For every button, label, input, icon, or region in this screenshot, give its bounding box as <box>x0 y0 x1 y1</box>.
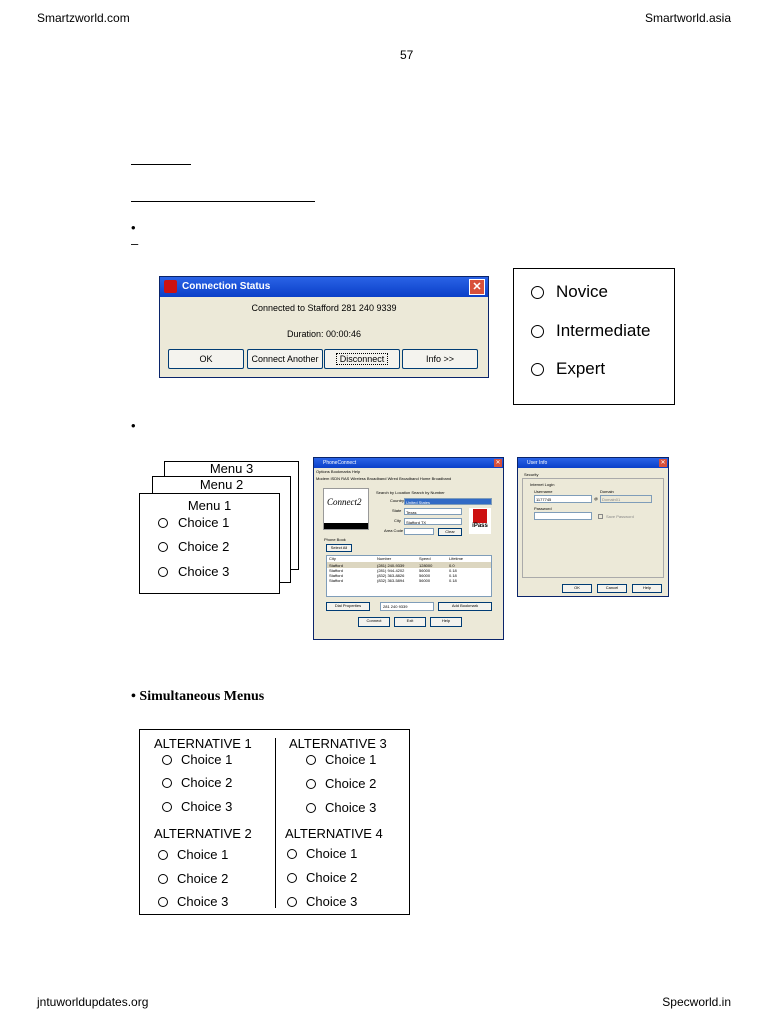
connect-another-button[interactable]: Connect Another <box>247 349 323 369</box>
alternative-1-title: ALTERNATIVE 1 <box>154 736 252 751</box>
menu-2-title: Menu 2 <box>199 477 244 492</box>
menu-choice-3[interactable]: Choice 3 <box>158 564 229 579</box>
alternative-2-title: ALTERNATIVE 2 <box>154 826 252 841</box>
exit-button[interactable]: Exit <box>394 617 426 627</box>
at-sign: @ <box>594 496 599 501</box>
bullet-2: • <box>131 418 136 433</box>
security-tab[interactable]: Security <box>524 472 539 477</box>
option-novice[interactable]: Novice <box>531 282 608 302</box>
save-password-checkbox[interactable] <box>598 514 603 519</box>
heading-underline-short <box>131 164 191 165</box>
row-speed: 56000 <box>419 578 431 583</box>
internet-login-group: Internet Login <box>530 482 555 487</box>
state-select[interactable]: Texas <box>404 508 462 515</box>
username-input[interactable]: 1177745 <box>534 495 592 503</box>
table-row[interactable]: Stafford <box>329 573 343 578</box>
radio-icon <box>306 755 316 765</box>
table-row-highlight <box>327 562 491 568</box>
alt4-choice-3[interactable]: Choice 3 <box>287 894 357 909</box>
menu-choice-2[interactable]: Choice 2 <box>158 539 229 554</box>
app-icon <box>164 280 177 293</box>
info-button[interactable]: Info >> <box>402 349 478 369</box>
col-speed: Speed <box>419 556 431 561</box>
footer-right: Specworld.in <box>662 995 731 1009</box>
row-lifetime: 0.18 <box>449 578 457 583</box>
save-password-label: Save Password <box>606 514 634 519</box>
radio-icon <box>162 778 172 788</box>
search-subtabs[interactable]: Search by Location Search by Number <box>376 490 445 495</box>
phone-book-label: Phone Book <box>324 537 346 542</box>
table-row[interactable]: Stafford <box>329 563 343 568</box>
password-label: Password <box>534 506 552 511</box>
ok-button[interactable]: OK <box>168 349 244 369</box>
cancel-button[interactable]: Cancel <box>597 584 627 593</box>
row-lifetime: 0.0 <box>449 563 455 568</box>
radio-icon <box>531 325 544 338</box>
page-number: 57 <box>400 48 414 62</box>
radio-icon <box>158 874 168 884</box>
option-expert[interactable]: Expert <box>531 359 605 379</box>
city-select[interactable]: Stafford TX <box>404 518 462 525</box>
row-number: (281) 944-4202 <box>377 568 405 573</box>
clear-button[interactable]: Clear <box>438 528 462 536</box>
connection-tabs[interactable]: Modem ISDN RAS Wireless Broadband Wired Broadband Home Broadband <box>316 476 452 481</box>
header-left: Smartzworld.com <box>37 11 130 25</box>
alternative-3-title: ALTERNATIVE 3 <box>289 736 387 751</box>
radio-icon <box>158 850 168 860</box>
radio-icon <box>287 849 297 859</box>
dial-properties-button[interactable]: Dial Properties <box>326 602 370 611</box>
column-divider <box>275 738 276 908</box>
phone-connect-menubar[interactable]: Options Bookmarks Help <box>316 469 361 474</box>
ok-button[interactable]: OK <box>562 584 592 593</box>
close-icon[interactable]: ✕ <box>660 460 666 466</box>
alt3-choice-2[interactable]: Choice 2 <box>306 776 376 791</box>
bullet-1: • <box>131 220 136 235</box>
username-label: Username <box>534 489 553 494</box>
row-number: (832) 363-8826 <box>377 573 405 578</box>
radio-icon <box>158 542 168 552</box>
close-icon[interactable]: ✕ <box>469 279 485 295</box>
alt1-choice-1[interactable]: Choice 1 <box>162 752 232 767</box>
experience-options <box>513 268 675 405</box>
row-speed: 56000 <box>419 573 431 578</box>
phone-connect-titlebar: PhoneConnect ✕ <box>314 458 503 468</box>
radio-icon <box>158 518 168 528</box>
row-number: (832) 363-5894 <box>377 578 405 583</box>
dial-number-field[interactable]: 281 240 9339 <box>380 602 434 611</box>
ipass-logo: iPass <box>469 508 491 534</box>
connect2-logo: Connect2 <box>323 488 369 530</box>
radio-icon <box>306 779 316 789</box>
radio-icon <box>531 363 544 376</box>
country-label: Country <box>390 498 405 503</box>
radio-icon <box>287 873 297 883</box>
connect-button[interactable]: Connect <box>358 617 390 627</box>
alt3-choice-3[interactable]: Choice 3 <box>306 800 376 815</box>
help-button[interactable]: Help <box>632 584 662 593</box>
select-all-button[interactable]: Select All <box>326 544 352 552</box>
radio-icon <box>158 897 168 907</box>
alternative-4-title: ALTERNATIVE 4 <box>285 826 383 841</box>
area-code-label: Area Code <box>384 528 404 533</box>
heading-underline-long <box>131 201 315 202</box>
row-speed: 128000 <box>419 563 433 568</box>
menu-1-card <box>139 493 280 594</box>
alt2-choice-2[interactable]: Choice 2 <box>158 871 228 886</box>
row-lifetime: 0.18 <box>449 568 457 573</box>
connection-status-dialog <box>159 276 489 378</box>
col-number: Number <box>377 556 392 561</box>
menu-3-title: Menu 3 <box>209 461 254 476</box>
area-code-input[interactable] <box>404 528 434 535</box>
radio-icon <box>306 803 316 813</box>
dialog-title: Connection Status <box>182 281 271 292</box>
option-intermediate[interactable]: Intermediate <box>531 321 651 341</box>
phone-book-table[interactable] <box>326 555 492 597</box>
alt4-choice-1[interactable]: Choice 1 <box>287 846 357 861</box>
table-row[interactable]: Stafford <box>329 568 343 573</box>
alt1-choice-3[interactable]: Choice 3 <box>162 799 232 814</box>
password-input[interactable] <box>534 512 592 520</box>
country-select[interactable]: United States <box>404 498 492 505</box>
alt2-choice-1[interactable]: Choice 1 <box>158 847 228 862</box>
footer-left: jntuworldupdates.org <box>37 995 149 1009</box>
radio-icon <box>162 755 172 765</box>
alt3-choice-1[interactable]: Choice 1 <box>306 752 376 767</box>
connected-text: Connected to Stafford 281 240 9339 <box>251 303 397 313</box>
col-city: City <box>329 556 336 561</box>
alt1-choice-2[interactable]: Choice 2 <box>162 775 232 790</box>
help-button[interactable]: Help <box>430 617 462 627</box>
table-row[interactable]: Stafford <box>329 578 343 583</box>
radio-icon <box>287 897 297 907</box>
row-speed: 56000 <box>419 568 431 573</box>
domain-input[interactable]: Domain01 <box>600 495 652 503</box>
disconnect-button[interactable]: Disconnect <box>324 349 400 369</box>
phone-connect-window <box>313 457 504 640</box>
radio-icon <box>162 802 172 812</box>
col-lifetime: Lifetime <box>449 556 464 561</box>
city-label: City <box>394 518 401 523</box>
close-icon[interactable]: ✕ <box>495 460 501 466</box>
row-number: (281) 240-9339 <box>377 563 405 568</box>
alt4-choice-2[interactable]: Choice 2 <box>287 870 357 885</box>
user-info-window <box>517 457 669 597</box>
state-label: State <box>392 508 402 513</box>
row-lifetime: 0.18 <box>449 573 457 578</box>
dash-item: – <box>131 236 139 251</box>
dialog-titlebar <box>160 277 488 297</box>
simultaneous-menus <box>139 729 410 915</box>
header-right: Smartworld.asia <box>644 11 731 25</box>
menu-1-title: Menu 1 <box>187 498 232 513</box>
duration-text: Duration: 00:00:46 <box>286 329 362 339</box>
user-info-titlebar: User Info ✕ <box>518 458 668 468</box>
add-bookmark-button[interactable]: Add Bookmark <box>438 602 492 611</box>
alt2-choice-3[interactable]: Choice 3 <box>158 894 228 909</box>
radio-icon <box>158 567 168 577</box>
menu-choice-1[interactable]: Choice 1 <box>158 515 229 530</box>
domain-label: Domain <box>600 489 614 494</box>
radio-icon <box>531 286 544 299</box>
section-title: • Simultaneous Menus <box>131 689 265 704</box>
